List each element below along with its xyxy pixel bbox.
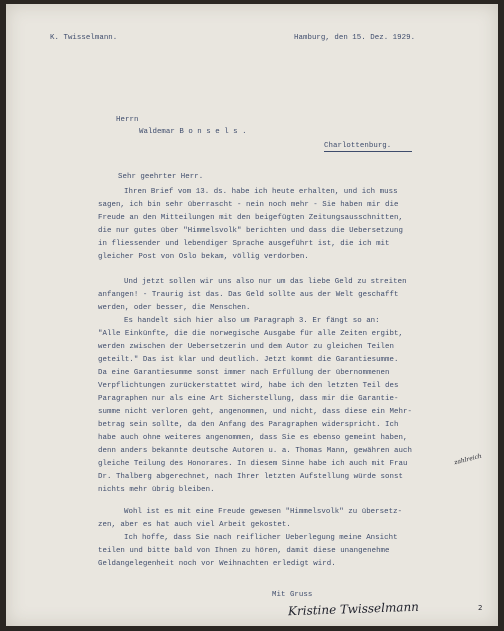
body-line: teilen und bitte bald von Ihnen zu hören, damit diese unangenehme — [98, 547, 390, 555]
body-line: habe auch ohne weiteres angenommen, dass Sie es ebenso gemeint haben, — [98, 434, 408, 442]
body-line: zen, aber es hat auch viel Arbeit gekostet. — [98, 521, 291, 529]
body-line: gleicher Post von Oslo bekam, völlig verdorben. — [98, 253, 309, 261]
body-line: summe nicht verloren geht, angenommen, und nicht, dass diese ein Mehr- — [98, 408, 412, 416]
body-line: gleiche Teilung des Honorares. In diesem Sinne habe ich auch mit Frau — [98, 460, 408, 468]
body-line: Da eine Garantiesumme sonst immer nach Erfüllung der übernommenen — [98, 369, 390, 377]
body-line: "Alle Einkünfte, die die norwegische Ausgabe für alle Zeiten ergibt, — [98, 330, 403, 338]
city-underline — [324, 151, 412, 152]
body-line: Es handelt sich hier also um Paragraph 3. Er fängt so an: — [124, 317, 380, 325]
recipient-city: Charlottenburg. — [324, 142, 392, 150]
salutation-title: Herrn — [116, 116, 139, 124]
body-line: Wohl ist es mit eine Freude gewesen "Himmelsvolk" zu übersetz- — [124, 508, 403, 516]
body-line: Geldangelegenheit noch vor Weihnachten erledigt wird. — [98, 560, 336, 568]
body-line: Und jetzt sollen wir uns also nur um das liebe Geld zu streiten — [124, 278, 407, 286]
body-line: geteilt." Das ist klar und deutlich. Jetzt kommt die Garantiesumme. — [98, 356, 399, 364]
body-line: Dr. Thalberg abgerechnet, nach Ihrer letzten Aufstellung würde sonst — [98, 473, 403, 481]
place-date-line: Hamburg, den 15. Dez. 1929. — [294, 34, 416, 42]
recipient-name: Waldemar B o n s e l s . — [139, 128, 247, 136]
body-line: Verpflichtungen zurückerstattet wird, habe ich den letzten Teil des — [98, 382, 399, 390]
body-line: werden zwischen der Uebersetzerin und dem Autor zu gleichen Teilen — [98, 343, 395, 351]
sender-line: K. Twisselmann. — [50, 34, 118, 42]
body-line: betrag sein sollte, da den Anfang des Paragraphen widerspricht. Ich — [98, 421, 399, 429]
body-line: Ich hoffe, dass Sie nach reiflicher Ueberlegung meine Ansicht — [124, 534, 398, 542]
greeting-line: Sehr geehrter Herr. — [118, 173, 204, 181]
page-mark: 2 — [478, 604, 483, 612]
body-line: sagen, ich bin sehr überrascht - nein noch mehr - Sie haben mir die — [98, 201, 399, 209]
body-line: in fliessender und lebendiger Sprache ausgeführt ist, die ich mit — [98, 240, 390, 248]
body-line: Ihren Brief vom 13. ds. habe ich heute erhalten, und ich muss — [124, 188, 398, 196]
body-line: die nur gutes über "Himmelsvolk" berichten und dass die Uebersetzung — [98, 227, 403, 235]
margin-note: zahlreich — [453, 452, 483, 467]
body-line: anfangen! - Traurig ist das. Das Geld sollte aus der Welt geschafft — [98, 291, 399, 299]
body-line: Paragraphen nur als eine Art Sicherstellung, dass mir die Garantie- — [98, 395, 399, 403]
body-line: werden, oder besser, die Menschen. — [98, 304, 251, 312]
body-line: nichts mehr übrig bleiben. — [98, 486, 215, 494]
handwritten-signature: Kristine Twisselmann — [287, 599, 420, 619]
closing-line: Mit Gruss — [272, 591, 313, 599]
body-line: denn anders bekannte deutsche Autoren u. a. Thomas Mann, gewähren auch — [98, 447, 412, 455]
body-line: Freude an den Mitteilungen mit den beigefügten Zeitungsausschnitten, — [98, 214, 403, 222]
letter-page — [6, 4, 498, 626]
